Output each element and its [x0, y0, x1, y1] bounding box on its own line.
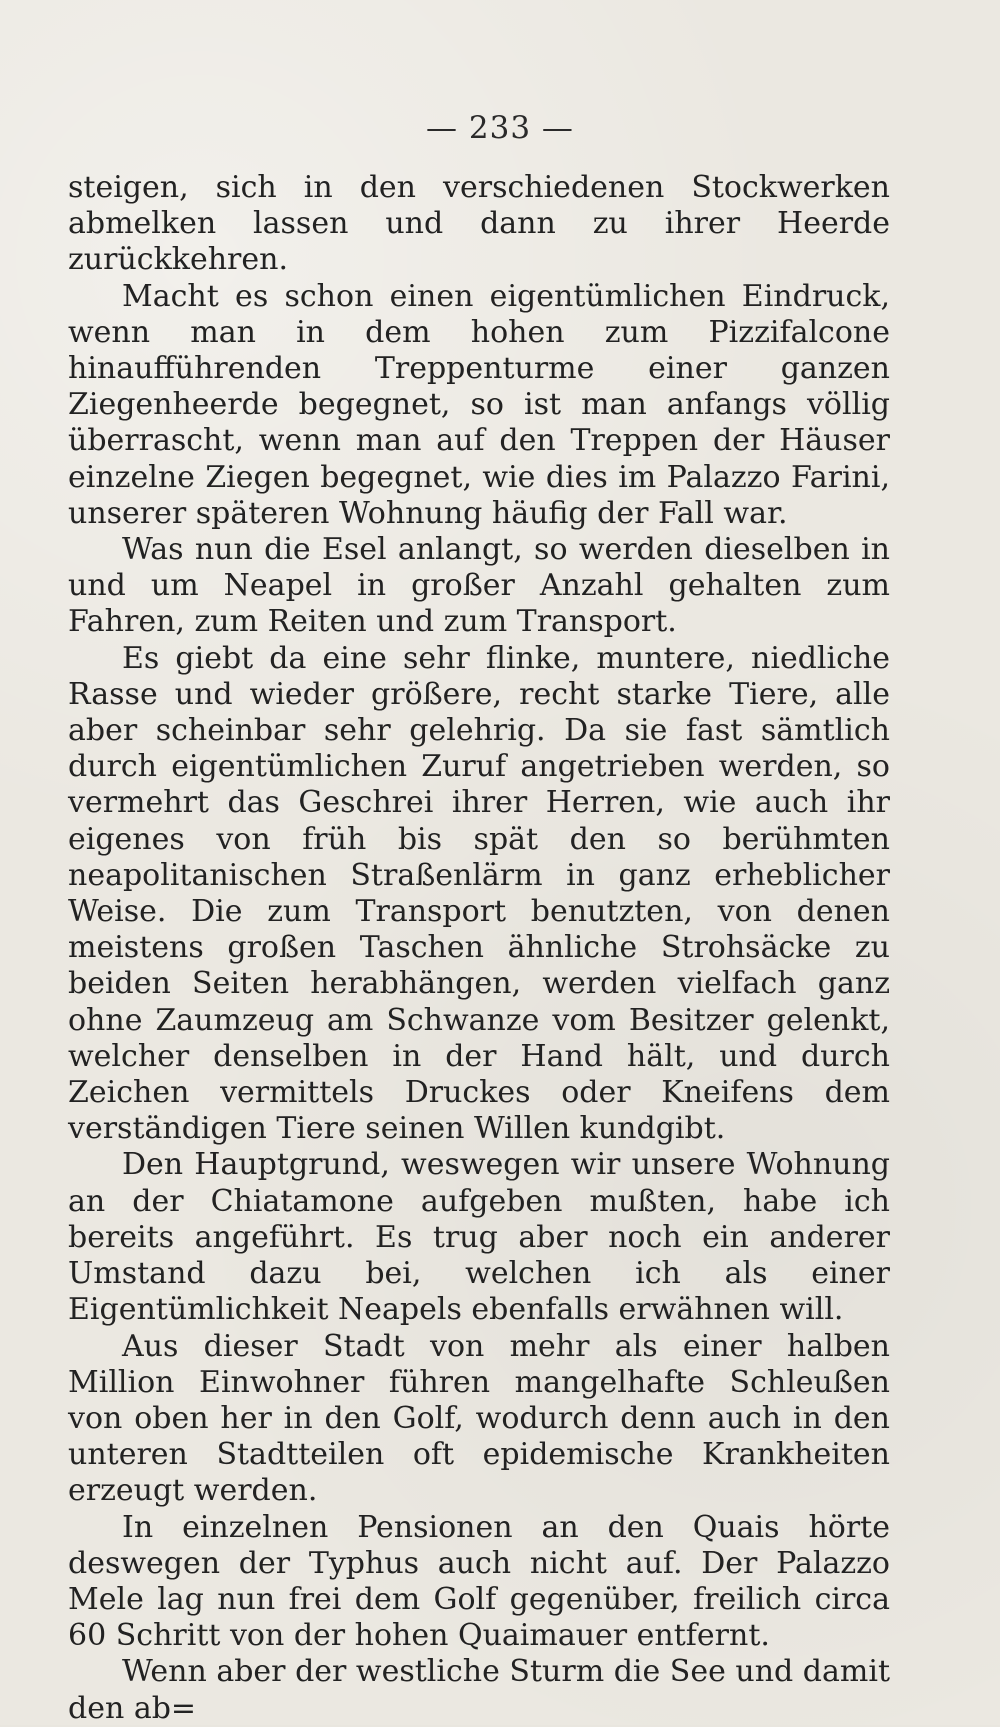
paragraph-6: Aus dieser Stadt von mehr als einer halben Million Einwohner führen mangelhafte Schleußen von oben her in den Golf, wodurch denn auch in den unteren Stadtteilen oft epidemische Krankheiten erzeugt werden. — [68, 1328, 890, 1509]
page-number: — 233 — — [426, 110, 574, 146]
paragraph-7: In einzelnen Pensionen an den Quais hörte deswegen der Typhus auch nicht auf. Der Palazzo Mele lag nun frei dem Golf gegenüber, freilich circa 60 Schritt von der hohen Quaimauer entfernt. — [68, 1509, 890, 1654]
paragraph-2: Macht es schon einen eigentümlichen Eindruck, wenn man in dem hohen zum Pizzifalcone hinaufführenden Treppenturme einer ganzen Ziegenheerde begegnet, so ist man anfangs völlig überrascht, wenn man auf den Treppen der Häuser einzelne Ziegen begegnet, wie dies im Palazzo Farini, unserer späteren Wohnung häufig der Fall war. — [68, 278, 890, 531]
body-text — [68, 170, 890, 1727]
paragraph-1: steigen, sich in den verschiedenen Stockwerken abmelken lassen und dann zu ihrer Heerde zurückkehren. — [68, 170, 890, 278]
paragraph-3: Was nun die Esel anlangt, so werden dieselben in und um Neapel in großer Anzahl gehalten zum Fahren, zum Reiten und zum Transport. — [68, 532, 890, 640]
paragraph-5: Den Hauptgrund, weswegen wir unsere Wohnung an der Chiatamone aufgeben mußten, habe ich bereits angeführt. Es trug aber noch ein anderer Umstand dazu bei, welchen ich als einer Eigentümlichkeit Neapels ebenfalls erwähnen will. — [68, 1147, 890, 1328]
paragraph-8: Wenn aber der westliche Sturm die See und damit den ab= — [68, 1654, 890, 1726]
paragraph-4: Es giebt da eine sehr flinke, muntere, niedliche Rasse und wieder größere, recht starke Tiere, alle aber scheinbar sehr gelehrig. Da sie fast sämtlich durch eigentümlichen Zuruf angetrieben werden, so vermehrt das Geschrei ihrer Herren, wie auch ihr eigenes von früh bis spät den so berühmten neapolitanischen Straßenlärm in ganz erheblicher Weise. Die zum Transport benutzten, von denen meistens großen Taschen ähnliche Strohsäcke zu beiden Seiten herabhängen, werden vielfach ganz ohne Zaumzeug am Schwanze vom Besitzer gelenkt, welcher denselben in der Hand hält, und durch Zeichen vermittels Druckes oder Kneifens dem verständigen Tiere seinen Willen kundgibt. — [68, 640, 890, 1147]
